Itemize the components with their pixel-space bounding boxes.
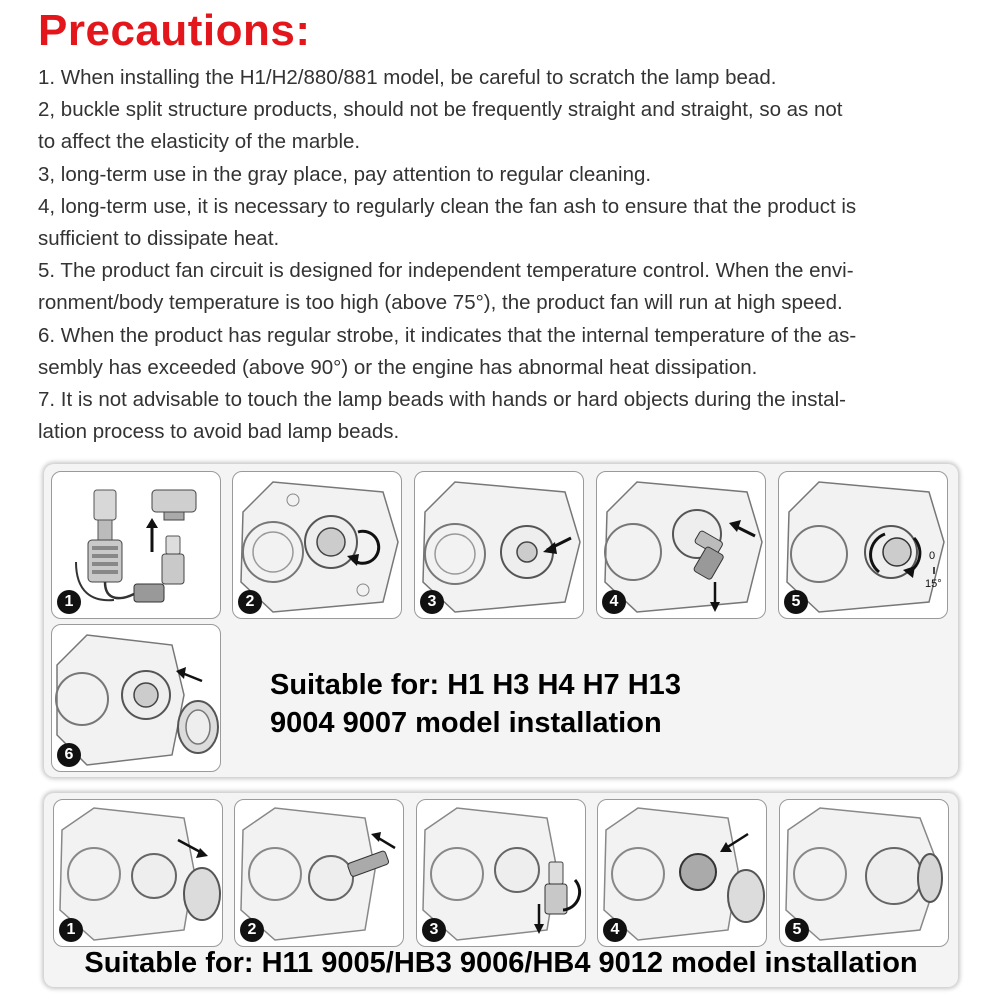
step-number-badge: 1 bbox=[59, 918, 83, 942]
step-number-badge: 5 bbox=[785, 918, 809, 942]
step-number-badge: 6 bbox=[57, 743, 81, 767]
step-number-badge: 1 bbox=[57, 590, 81, 614]
step-3-illustration bbox=[416, 799, 586, 947]
precaution-line: to affect the elasticity of the marble. bbox=[38, 130, 361, 154]
precaution-line: 1. When installing the H1/H2/880/881 model, be careful to scratch the lamp bead. bbox=[38, 66, 777, 89]
precaution-line: 5. The product fan circuit is designed for independent temperature control. When the envi- bbox=[38, 259, 854, 283]
precaution-line: 7. It is not advisable to touch the lamp beads with hands or hard objects during the instal- bbox=[38, 388, 846, 412]
installation-panel-h1-h4 bbox=[44, 464, 958, 777]
step-number-badge: 3 bbox=[422, 918, 446, 942]
step-4-illustration bbox=[597, 799, 767, 947]
precaution-line: 6. When the product has regular strobe, it indicates that the internal temperature of the as- bbox=[38, 323, 857, 347]
precaution-line: sufficient to dissipate heat. bbox=[38, 227, 280, 251]
installation-panel-h11-9005 bbox=[44, 793, 958, 987]
step-5-illustration bbox=[779, 799, 949, 947]
page-title: Precautions: bbox=[38, 6, 311, 55]
suitable-models-h11-9005: Suitable for: H11 9005/HB3 9006/HB4 9012 model installation bbox=[84, 947, 918, 979]
precaution-line: lation process to avoid bad lamp beads. bbox=[38, 420, 400, 444]
step-2-illustration bbox=[234, 799, 404, 947]
precaution-line: 3, long-term use in the gray place, pay attention to regular cleaning. bbox=[38, 162, 652, 186]
precautions-list bbox=[38, 62, 968, 448]
step-6-illustration bbox=[51, 624, 221, 772]
step-number-badge: 3 bbox=[420, 590, 444, 614]
suitable-models-h1-h4 bbox=[270, 666, 830, 742]
suitable-line-1: Suitable for: H1 H3 H4 H7 H13 bbox=[270, 669, 681, 701]
precaution-line: ronment/body temperature is too high (above 75°), the product fan will run at high speed. bbox=[38, 291, 843, 315]
step-1-illustration bbox=[51, 471, 221, 619]
step-number-badge: 2 bbox=[238, 590, 262, 614]
angle-label-fifteen: 15° bbox=[925, 578, 942, 590]
step-number-badge: 5 bbox=[784, 590, 808, 614]
step-5-illustration bbox=[778, 471, 948, 619]
step-4-illustration bbox=[596, 471, 766, 619]
step-3-illustration bbox=[414, 471, 584, 619]
precaution-line: 4, long-term use, it is necessary to regularly clean the fan ash to ensure that the product is bbox=[38, 194, 857, 218]
step-number-badge: 2 bbox=[240, 918, 264, 942]
precaution-line: 2, buckle split structure products, should not be frequently straight and straight, so as not bbox=[38, 98, 843, 122]
step-number-badge: 4 bbox=[602, 590, 626, 614]
step-number-badge: 4 bbox=[603, 918, 627, 942]
step-2-illustration bbox=[232, 471, 402, 619]
suitable-line-2: 9004 9007 model installation bbox=[270, 707, 662, 739]
angle-label-zero: 0 bbox=[929, 550, 936, 562]
precaution-line: sembly has exceeded (above 90°) or the engine has abnormal heat dissipation. bbox=[38, 355, 758, 379]
step-1-illustration bbox=[53, 799, 223, 947]
